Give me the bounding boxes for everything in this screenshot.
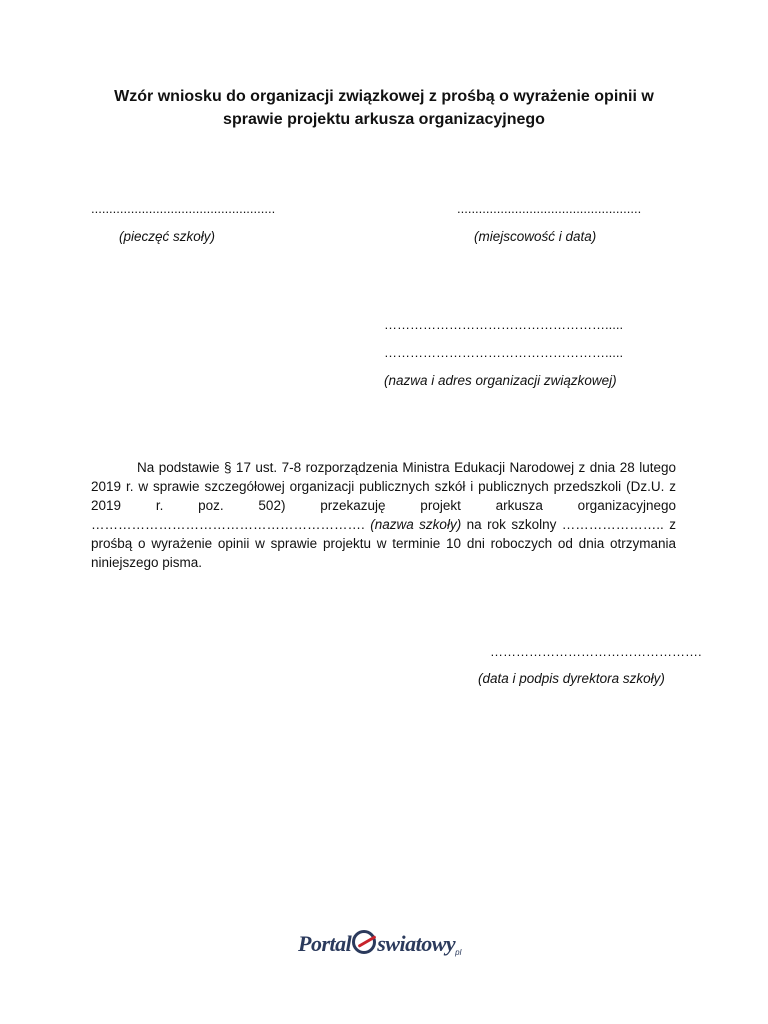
stamp-label: (pieczęć szkoły) bbox=[119, 229, 216, 244]
document-title bbox=[90, 85, 678, 131]
place-date-dots-line: ................................................... bbox=[457, 201, 642, 216]
body-text-part-2: na rok szkolny ………………….. z prośbą o wyrażenie opinii w sprawie projektu w terminie 10 dni roboczych od dnia otrzymania niniejszego pisma. bbox=[91, 517, 676, 570]
union-dots-line-1: ……………………………………………..... bbox=[384, 317, 624, 332]
logo-o-mark-icon bbox=[352, 930, 376, 954]
logo-pl-suffix: pl bbox=[455, 948, 462, 957]
signature-label: (data i podpis dyrektora szkoły) bbox=[478, 671, 665, 686]
body-text-part-1: Na podstawie § 17 ust. 7-8 rozporządzenia Ministra Edukacji Narodowej z dnia 28 lutego 2019 r. w sprawie szczegółowej organizacji publicznych szkół i publicznych przedszkoli (Dz.U. z 2019 r. poz. 502) przekazuję projekt arkusza organizacyjnego ……………………………………………………. bbox=[91, 460, 676, 532]
portal-oswiatowy-logo bbox=[298, 930, 488, 976]
title-line-2: sprawie projektu arkusza organizacyjnego bbox=[223, 111, 545, 128]
union-dots-line-2: ……………………………………………..... bbox=[384, 345, 624, 360]
stamp-dots-line: ................................................... bbox=[91, 201, 276, 216]
title-line-1: Wzór wniosku do organizacji związkowej z prośbą o wyrażenie opinii w bbox=[114, 88, 654, 105]
logo-text-swiatowy: swiatowy bbox=[377, 931, 456, 956]
signature-dots-line: …………………………………………. bbox=[490, 644, 702, 659]
body-school-name-hint: (nazwa szkoły) bbox=[370, 517, 462, 532]
union-label: (nazwa i adres organizacji związkowej) bbox=[384, 373, 617, 388]
logo-text-portal: Portal bbox=[298, 931, 352, 956]
place-date-label: (miejscowość i data) bbox=[474, 229, 597, 244]
body-paragraph bbox=[91, 458, 676, 572]
